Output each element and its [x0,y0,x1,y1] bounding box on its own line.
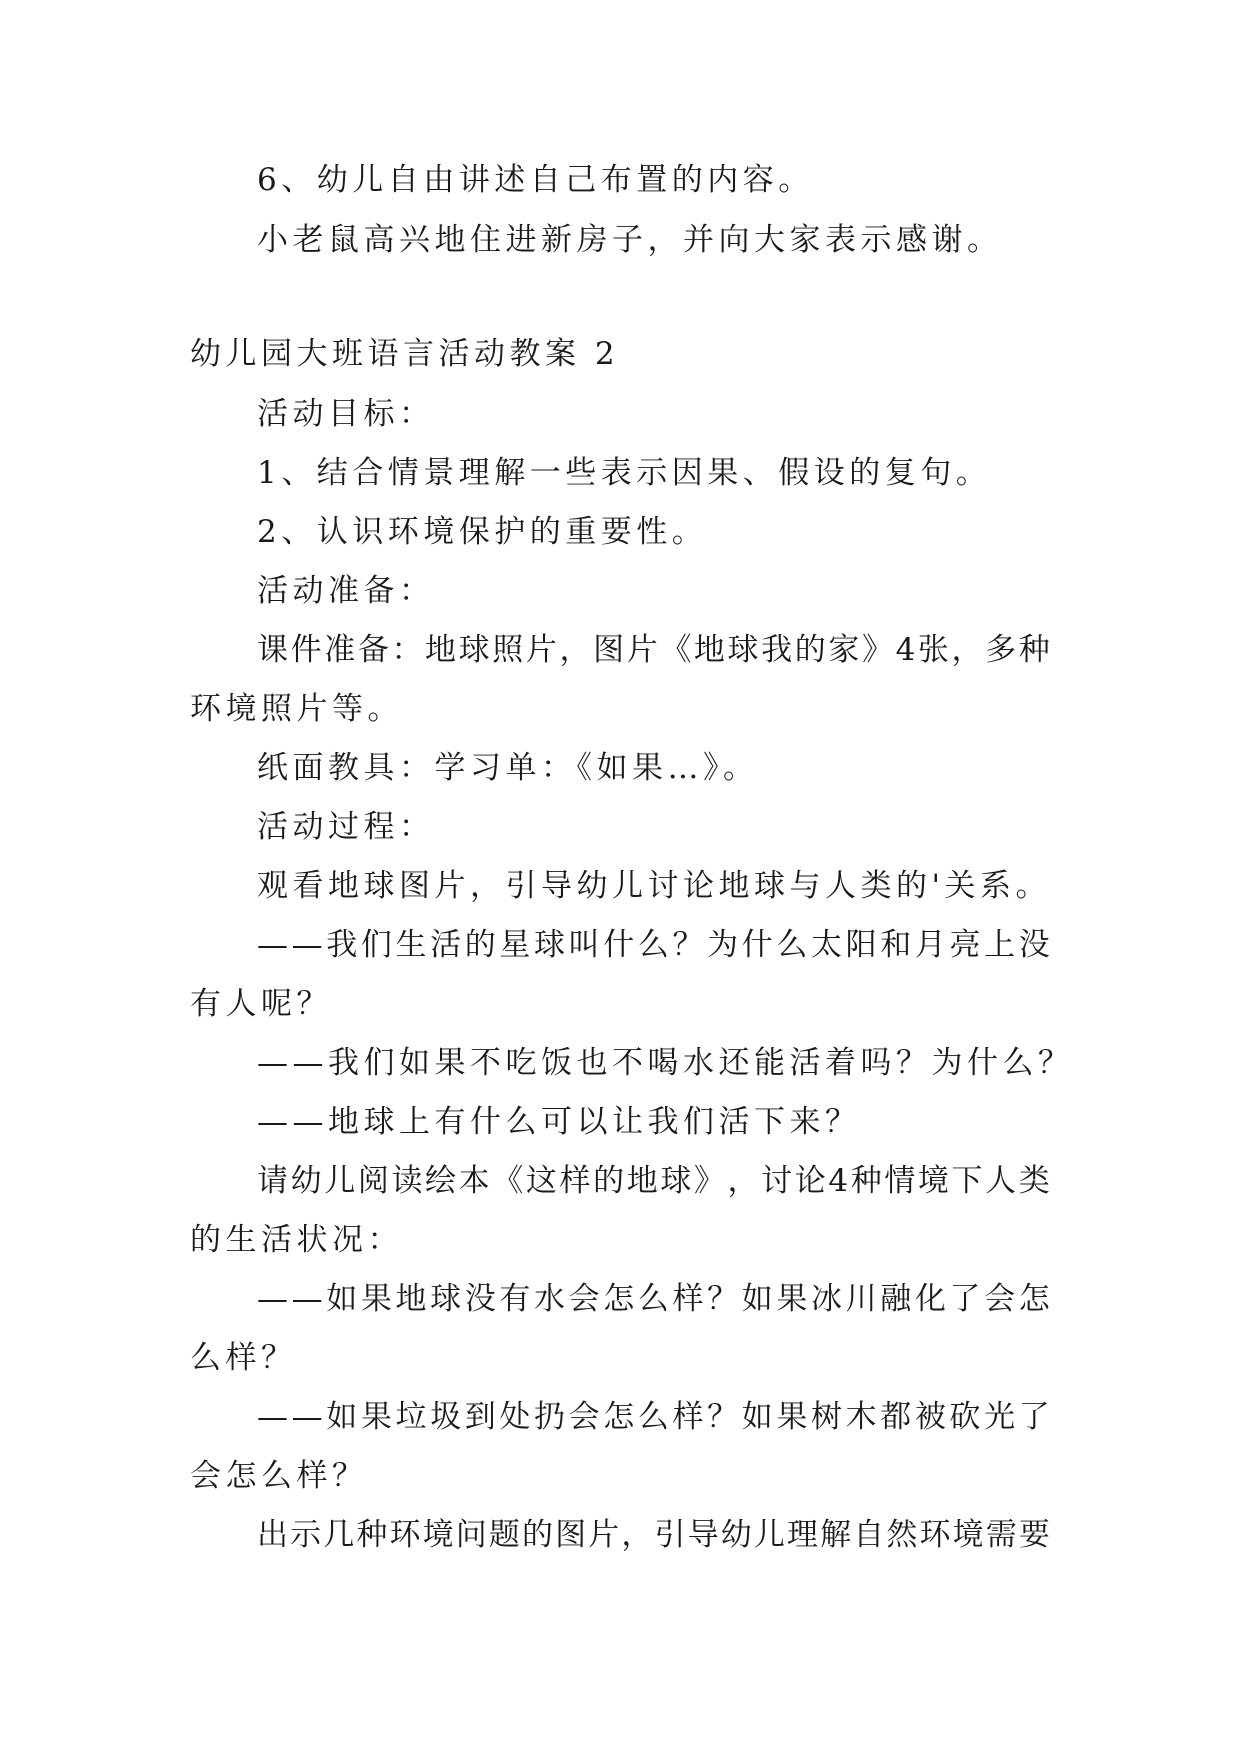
line-glyph: 什 [741,927,773,963]
line-glyph: 为 [707,927,739,963]
line-glyph: 儿 [324,1163,356,1199]
line-glyph: 4 [895,632,916,668]
line-glyph: 亮 [949,927,981,963]
line-glyph: 树 [811,1399,842,1435]
line-glyph: 阳 [845,927,877,963]
line-glyph: 球 [727,632,759,668]
line-glyph: 家 [828,632,860,668]
paragraph-line: 环境照片等。 [190,691,403,727]
line-glyph: 到 [464,1399,496,1435]
line-glyph: 地 [693,632,725,668]
line-glyph: 照 [492,632,524,668]
line-glyph: 绘 [425,1163,457,1199]
line-glyph: 球 [534,927,565,963]
line-glyph: — [257,1399,288,1435]
line-glyph: 图 [593,632,625,668]
line-glyph: 论 [794,1163,826,1199]
line-glyph: 果 [776,1399,808,1435]
line-glyph: ， [621,1517,653,1553]
section-heading: 幼儿园大班语言活动教案 2 [190,336,620,372]
paragraph-line: 么样？ [190,1340,297,1376]
line-glyph: 样 [672,1281,704,1317]
paragraph-line: 2、认识环境保护的重要性。 [257,514,708,550]
line-glyph: 地 [626,1163,658,1199]
line-glyph: 问 [455,1517,487,1553]
line-glyph: 幼 [720,1517,752,1553]
line-glyph: 情 [884,1163,916,1199]
line-glyph: 叫 [568,927,600,963]
line-glyph: 和 [880,927,912,963]
paragraph-line: 纸面教具：学习单：《如果…》。 [257,750,759,786]
line-glyph: 自 [853,1517,885,1553]
line-glyph: 球 [458,632,490,668]
line-glyph: 环 [919,1517,951,1553]
paragraph-line: 有人呢？ [190,986,332,1022]
line-glyph: 木 [845,1399,877,1435]
line-glyph: 的 [794,632,826,668]
line-glyph: 光 [984,1399,1016,1435]
line-glyph: 了 [1018,1399,1050,1435]
line-glyph: 活 [430,927,462,963]
line-glyph: 处 [499,1399,531,1435]
line-glyph: 境 [422,1517,454,1553]
line-glyph: 月 [914,927,946,963]
line-glyph: 扔 [534,1399,565,1435]
line-glyph: 垃 [395,1399,427,1435]
line-glyph: 种 [356,1517,388,1553]
line-glyph: 如 [741,1399,773,1435]
line-glyph: 会 [984,1281,1016,1317]
line-glyph: 太 [811,927,842,963]
line-glyph: 几 [323,1517,355,1553]
line-glyph: 本 [458,1163,490,1199]
line-glyph: 理 [787,1517,818,1553]
line-glyph: 我 [326,927,358,963]
line-glyph: ， [727,1163,759,1199]
line-glyph: 什 [603,927,635,963]
line-glyph: — [257,1281,288,1317]
line-glyph: 环 [389,1517,421,1553]
paragraph-line: ——我们如果不吃饭也不喝水还能活着吗？为什么？ [257,1045,1074,1081]
line-glyph: 融 [880,1281,912,1317]
line-glyph: 有 [499,1281,531,1317]
line-glyph: 圾 [430,1399,462,1435]
line-glyph: 图 [555,1517,587,1553]
line-glyph: 化 [914,1281,946,1317]
line-glyph: 怎 [1018,1281,1050,1317]
paragraph-line: 会怎么样？ [190,1458,368,1494]
line-glyph: 多 [985,632,1017,668]
line-glyph: ， [559,632,591,668]
line-glyph: 4 [828,1163,849,1199]
line-glyph: 地 [425,632,457,668]
line-glyph: 没 [1018,927,1050,963]
line-glyph: 幼 [290,1163,322,1199]
paragraph-line: 1、结合情景理解一些表示因果、假设的复句。 [257,455,992,491]
line-glyph: 引 [654,1517,686,1553]
line-glyph: 如 [741,1281,773,1317]
paragraph-line [257,1515,1050,1555]
line-glyph: 上 [984,927,1016,963]
line-glyph: 示 [290,1517,322,1553]
line-glyph: 水 [534,1281,565,1317]
line-glyph: 题 [488,1517,520,1553]
paragraph-line [257,1279,1050,1319]
line-glyph: 片 [525,632,557,668]
line-glyph: 我 [761,632,793,668]
line-glyph: 们 [360,927,392,963]
line-glyph: 》 [693,1163,725,1199]
line-glyph: 出 [257,1517,288,1553]
line-glyph: 果 [776,1281,808,1317]
line-glyph: 境 [952,1517,984,1553]
line-glyph: 境 [917,1163,949,1199]
paragraph-line [257,1397,1050,1437]
line-glyph: 《 [660,632,692,668]
line-glyph: ？ [707,1399,739,1435]
line-glyph: 果 [360,1399,392,1435]
line-glyph: ： [391,632,423,668]
line-glyph: ？ [707,1281,739,1317]
line-glyph: 种 [850,1163,882,1199]
line-glyph: 如 [326,1281,358,1317]
line-glyph: 么 [776,927,808,963]
line-glyph: 张 [917,632,949,668]
line-glyph: 么 [637,1281,669,1317]
line-glyph: 片 [626,632,658,668]
line-glyph: 儿 [753,1517,785,1553]
line-glyph: 《 [492,1163,524,1199]
paragraph-line: 6、幼儿自由讲述自己布置的内容。 [257,162,814,198]
line-glyph: 准 [324,632,356,668]
line-glyph: 川 [845,1281,877,1317]
line-glyph: 备 [357,632,389,668]
line-glyph: 件 [290,632,322,668]
line-glyph: 被 [914,1399,946,1435]
line-glyph: 课 [257,632,288,668]
line-glyph: 讨 [761,1163,793,1199]
line-glyph: 冰 [811,1281,842,1317]
line-glyph: 阅 [357,1163,389,1199]
line-glyph: 样 [559,1163,591,1199]
line-glyph: 砍 [949,1399,981,1435]
line-glyph: 地 [395,1281,427,1317]
line-glyph: 的 [593,1163,625,1199]
line-glyph: 然 [886,1517,918,1553]
line-glyph: 了 [949,1281,981,1317]
line-glyph: 的 [464,927,496,963]
line-glyph: 怎 [603,1399,635,1435]
line-glyph: ， [951,632,983,668]
line-glyph: 人 [985,1163,1017,1199]
line-glyph: 导 [687,1517,719,1553]
line-glyph: 球 [660,1163,692,1199]
paragraph-line [257,1161,1050,1201]
paragraph-line: 的生活状况： [190,1222,403,1258]
line-glyph: 解 [820,1517,852,1553]
line-glyph: 类 [1018,1163,1050,1199]
line-glyph: 样 [672,1399,704,1435]
line-glyph: ？ [672,927,704,963]
paragraph-line: 小老鼠高兴地住进新房子，并向大家表示感谢。 [257,222,1003,258]
paragraph-line: 活动目标： [257,396,435,432]
line-glyph: 会 [568,1281,600,1317]
line-glyph: 读 [391,1163,423,1199]
line-glyph: 要 [1018,1517,1050,1553]
line-glyph: 没 [464,1281,496,1317]
line-glyph: 星 [499,927,531,963]
line-glyph: 的 [522,1517,553,1553]
line-glyph: 需 [985,1517,1017,1553]
paragraph-line [257,925,1050,965]
paragraph-line [257,630,1050,670]
line-glyph: — [291,1281,323,1317]
line-glyph: 片 [588,1517,620,1553]
line-glyph: 请 [257,1163,288,1199]
line-glyph: — [257,927,288,963]
paragraph-line: 活动过程： [257,809,435,845]
line-glyph: 怎 [603,1281,635,1317]
paragraph-line: 观看地球图片，引导幼儿讨论地球与人类的'关系。 [257,868,1052,904]
line-glyph: — [291,1399,323,1435]
line-glyph: 如 [326,1399,358,1435]
line-glyph: 种 [1018,632,1050,668]
line-glyph: 么 [637,1399,669,1435]
line-glyph: 会 [568,1399,600,1435]
line-glyph: 果 [360,1281,392,1317]
paragraph-line: ——地球上有什么可以让我们活下来？ [257,1104,861,1140]
line-glyph: 下 [951,1163,983,1199]
line-glyph: 》 [861,632,893,668]
line-glyph: — [291,927,323,963]
line-glyph: 生 [395,927,427,963]
line-glyph: 么 [637,927,669,963]
line-glyph: 都 [880,1399,912,1435]
paragraph-line: 活动准备： [257,573,435,609]
line-glyph: 球 [430,1281,462,1317]
line-glyph: 这 [525,1163,557,1199]
